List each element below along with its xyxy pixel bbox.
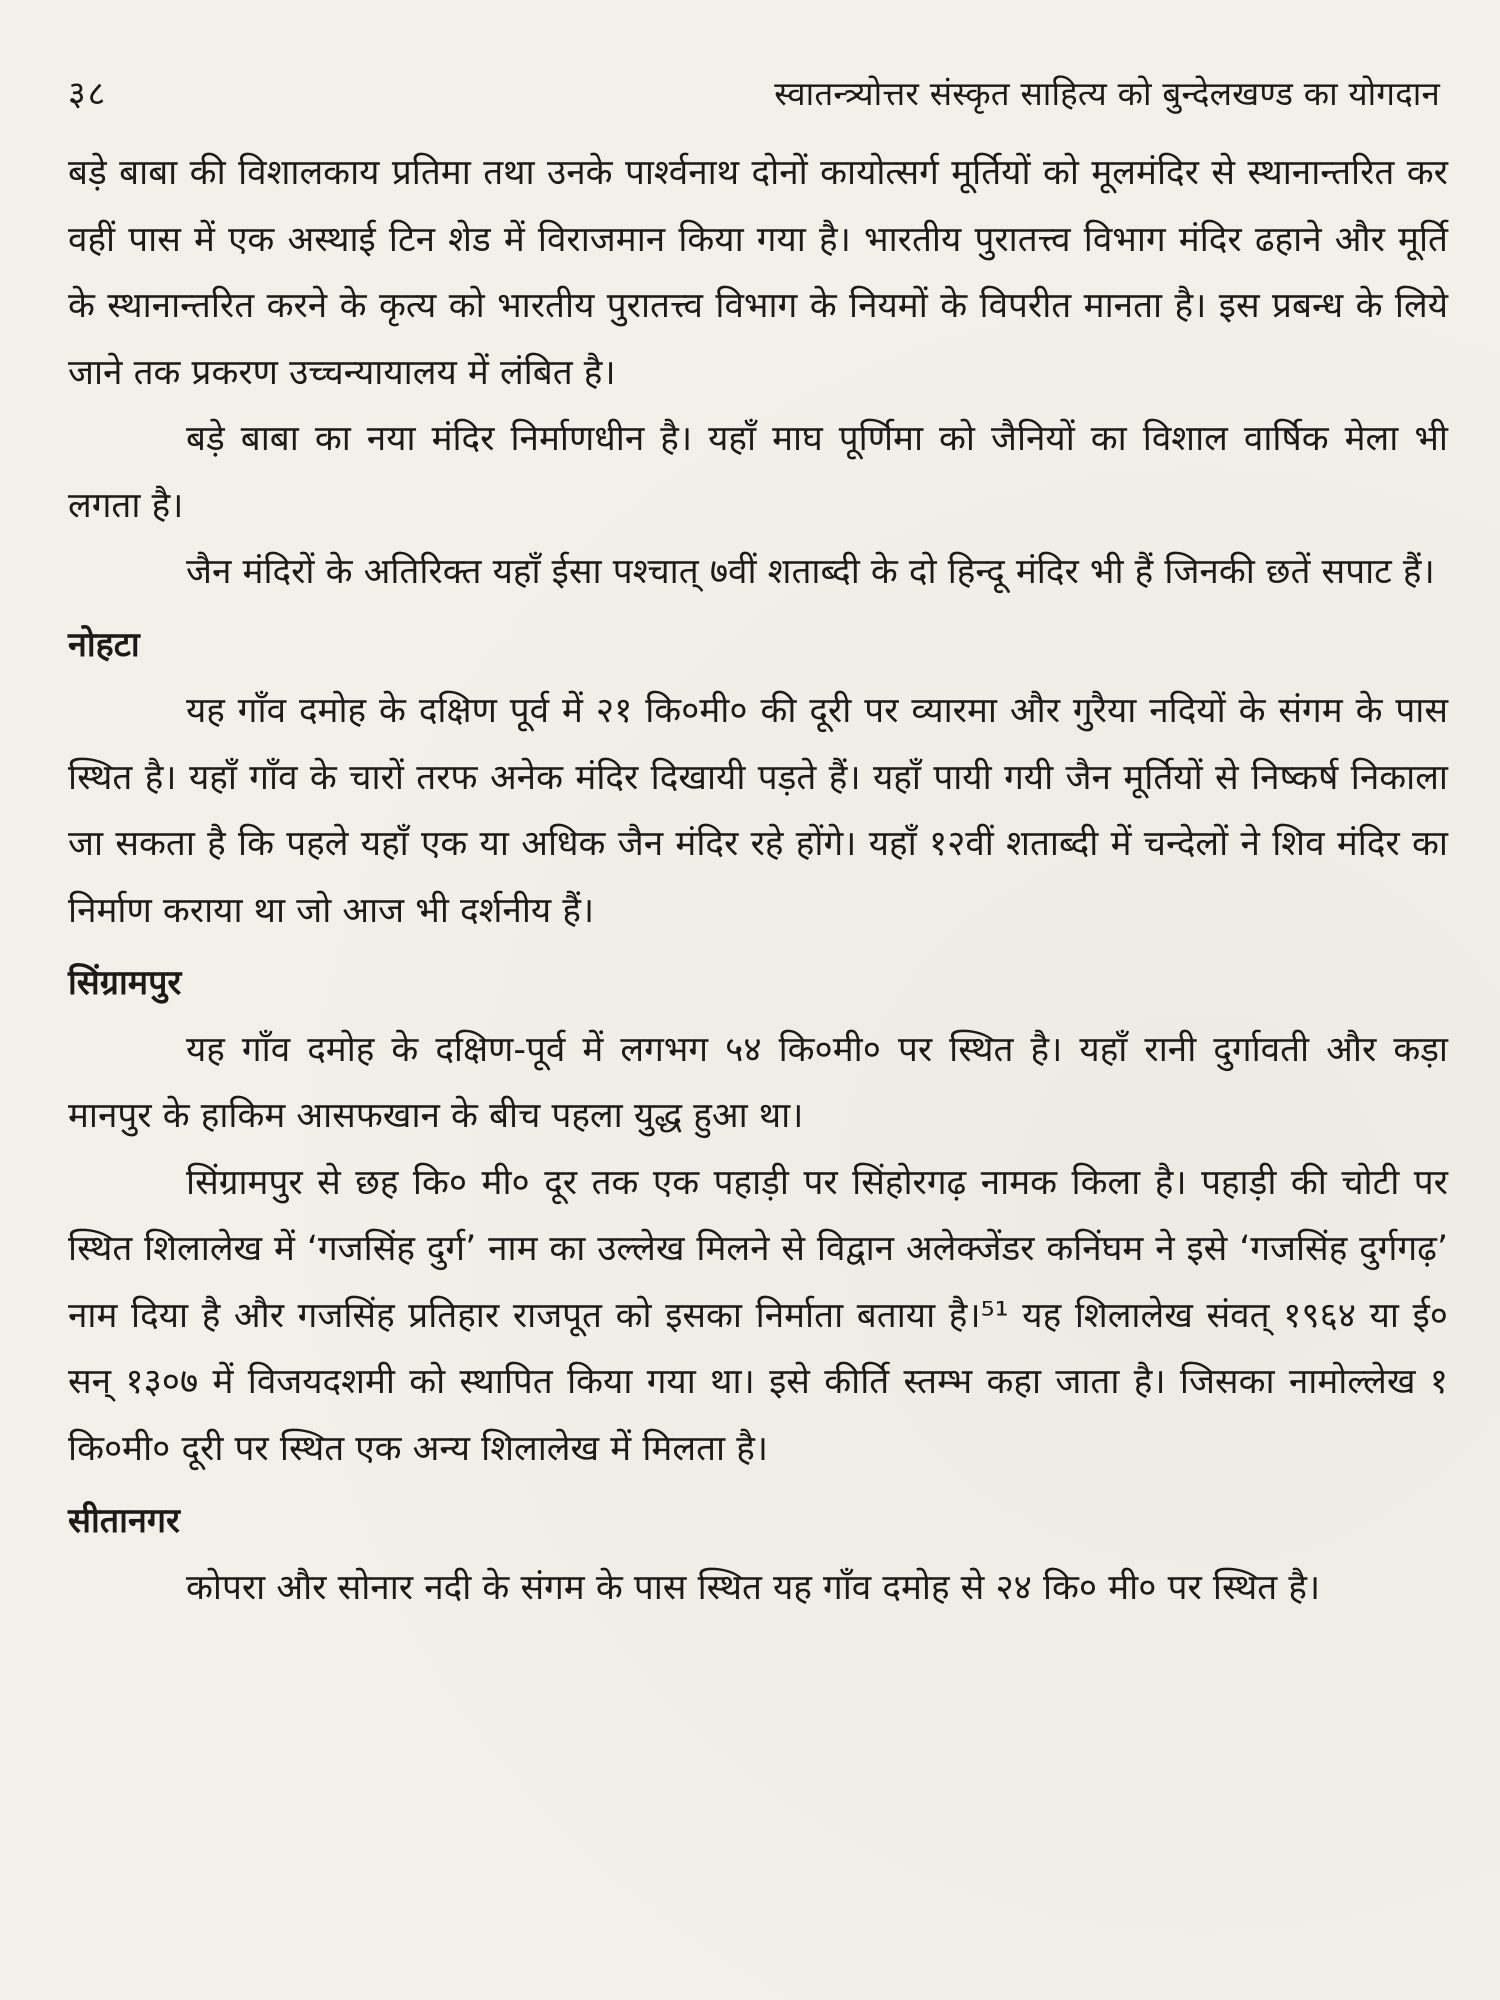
- paragraph-singrampur-location: यह गाँव दमोह के दक्षिण-पूर्व में लगभग ५४ कि०मी० पर स्थित है। यहाँ रानी दुर्गावती और कड़ा मानपुर के हाकिम आसफखान के बीच पहला युद्ध हुआ था।: [68, 1029, 1448, 1136]
- running-header: [68, 64, 1440, 120]
- section-heading-sitanagar: सीतानगर: [68, 1501, 180, 1541]
- body-text: [68, 140, 1448, 1621]
- section-heading-nohata: नोहटा: [68, 624, 140, 665]
- paragraph-sitanagar: कोपरा और सोनार नदी के संगम के पास स्थित यह गाँव दमोह से २४ कि० मी० पर स्थित है।: [186, 1567, 1321, 1608]
- section-heading-singrampur: सिंग्रामपुर: [68, 963, 182, 1003]
- page-number: ३८: [68, 74, 108, 114]
- book-title: स्वातन्त्र्योत्तर संस्कृत साहित्य को बुन्देलखण्ड का योगदान: [774, 73, 1440, 113]
- paragraph-nohata: यह गाँव दमोह के दक्षिण पूर्व में २१ कि०मी० की दूरी पर व्यारमा और गुरैया नदियों के संगम के पास स्थित है। यहाँ गाँव के चारों तरफ अनेक मंदिर दिखायी पड़ते हैं। यहाँ पायी गयी जैन मूर्तियों से निष्कर्ष निकाला जा सकता है कि पहले यहाँ एक या अधिक जैन मंदिर रहे होंगे। यहाँ १२वीं शताब्दी में चन्देलों ने शिव मंदिर का निर्माण कराया था जो आज भी दर्शनीय हैं।: [68, 691, 1448, 931]
- paragraph-new-temple: बड़े बाबा का नया मंदिर निर्माणधीन है। यहाँ माघ पूर्णिमा को जैनियों का विशाल वार्षिक मेला भी लगता है।: [68, 419, 1448, 526]
- paragraph-bade-baba-idol: बड़े बाबा की विशालकाय प्रतिमा तथा उनके पार्श्वनाथ दोनों कायोत्सर्ग मूर्तियों को मूलमंदिर से स्थानान्तरित कर वहीं पास में एक अस्थाई टिन शेड में विराजमान किया गया है। भारतीय पुरातत्त्व विभाग मंदिर ढहाने और मूर्ति के स्थानान्तरित करने के कृत्य को भारतीय पुरातत्त्व विभाग के नियमों के विपरीत मानता है। इस प्रबन्ध के लिये जाने तक प्रकरण उच्चन्यायालय में लंबित है।: [68, 153, 1448, 393]
- paragraph-hindu-temples: जैन मंदिरों के अतिरिक्त यहाँ ईसा पश्चात् ७वीं शताब्दी के दो हिन्दू मंदिर भी हैं जिनकी छतें सपाट हैं।: [186, 552, 1435, 592]
- paragraph-singorgarh-fort: सिंग्रामपुर से छह कि० मी० दूर तक एक पहाड़ी पर सिंहोरगढ़ नामक किला है। पहाड़ी की चोटी पर स्थित शिलालेख में ‘गजसिंह दुर्ग’ नाम का उल्लेख मिलने से विद्वान अलेक्जेंडर कनिंघम ने इसे ‘गजसिंह दुर्गगढ़’ नाम दिया है और गजसिंह प्रतिहार राजपूत को इसका निर्माता बताया है।⁵¹ यह शिलालेख संवत् १९६४ या ई० सन् १३०७ में विजयदशमी को स्थापित किया गया था। इसे कीर्ति स्तम्भ कहा जाता है। जिसका नामोल्लेख १ कि०मी० दूरी पर स्थित एक अन्य शिलालेख में मिलता है।: [68, 1162, 1448, 1469]
